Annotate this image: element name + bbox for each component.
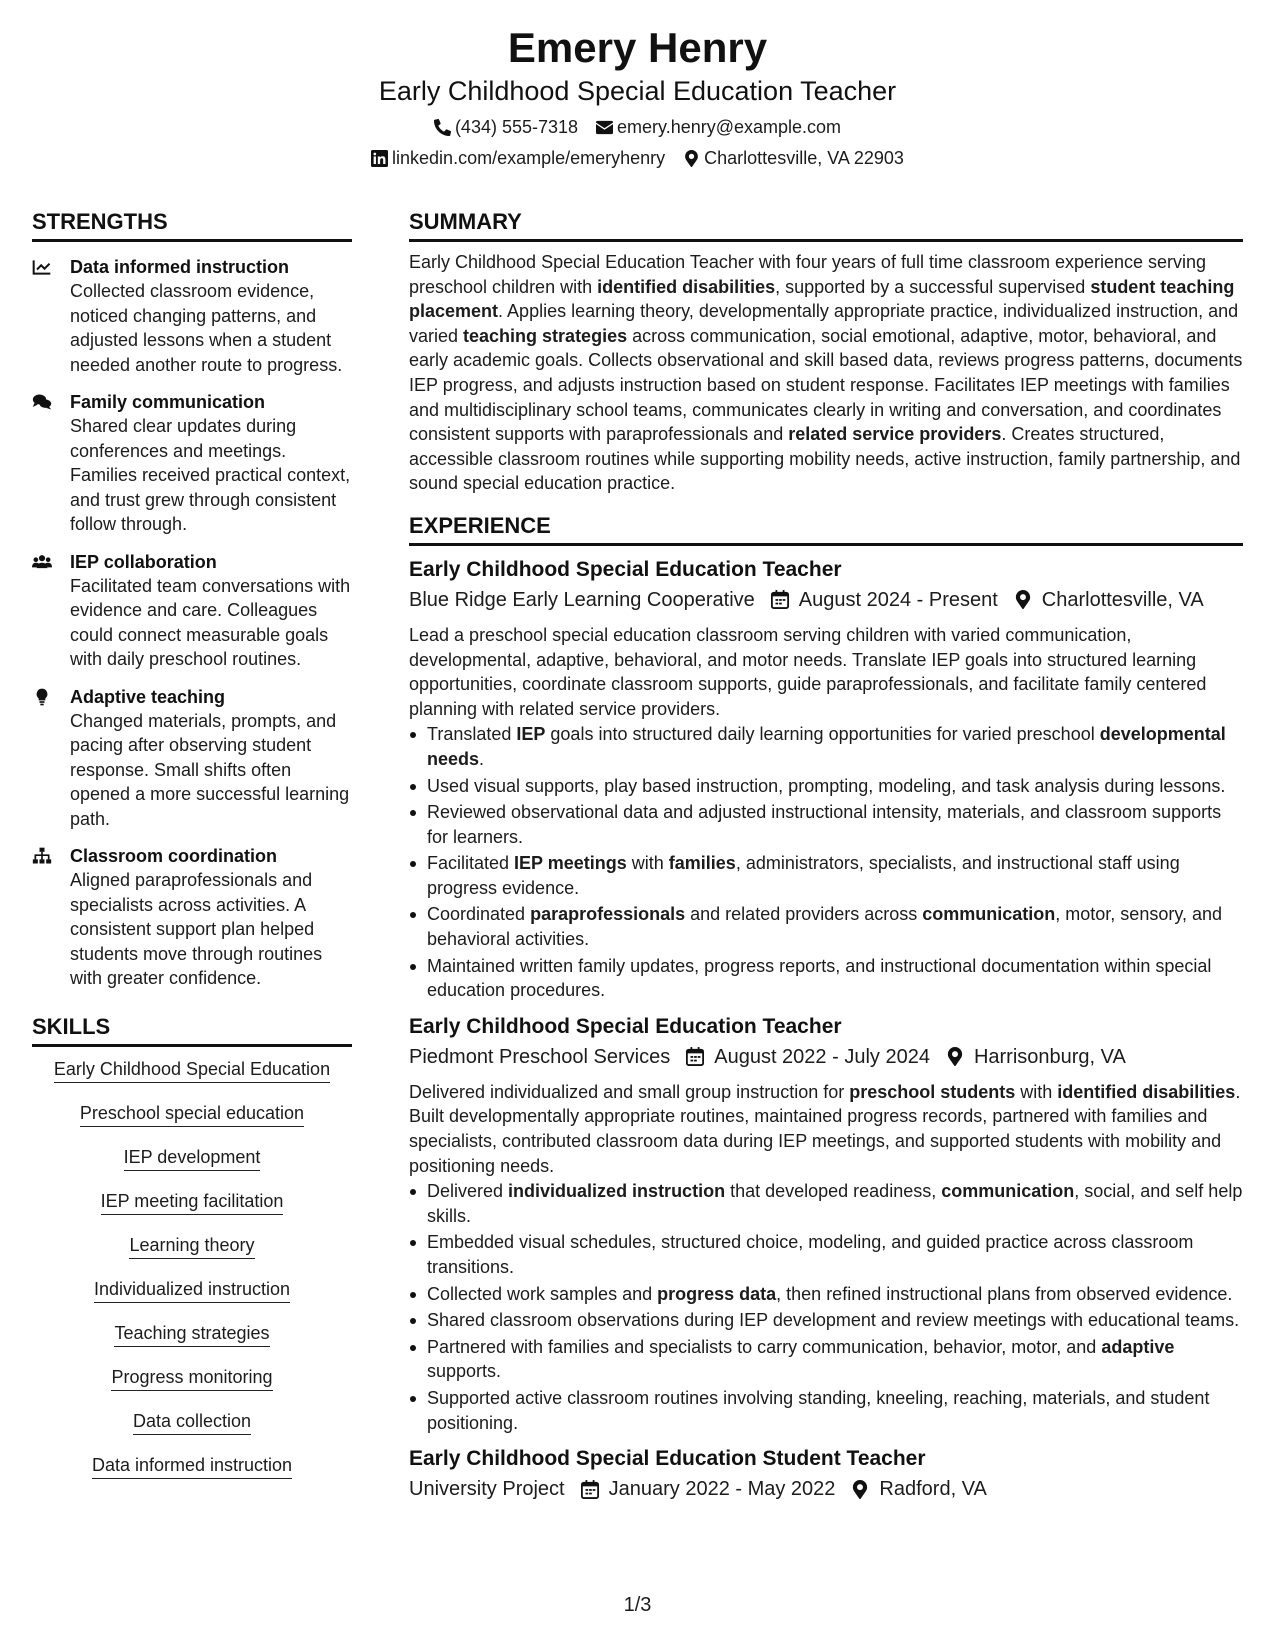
text-run: and related providers across xyxy=(685,904,923,925)
strength-title: IEP collaboration xyxy=(70,551,217,572)
strength-title: Data informed instruction xyxy=(70,257,290,277)
strength-title: Family communication xyxy=(70,392,266,412)
skill-tag: Individualized instruction xyxy=(94,1277,290,1303)
bold-text: developmental needs xyxy=(427,724,1226,769)
job-title: Early Childhood Special Education Teacher xyxy=(409,557,842,581)
skill-tag: IEP meeting facilitation xyxy=(101,1189,284,1215)
users-icon xyxy=(32,553,52,571)
bullet-item xyxy=(409,1308,1243,1333)
bullet-item xyxy=(409,954,1243,1003)
job-dates: August 2024 - Present xyxy=(798,588,998,611)
bold-text: identified disabilities xyxy=(597,276,776,297)
email-contact[interactable] xyxy=(596,115,841,139)
skill-tag: Data informed instruction xyxy=(92,1453,292,1479)
bullet-item xyxy=(409,1386,1243,1435)
job-entry xyxy=(409,1445,1243,1503)
text-run: Collected work samples and xyxy=(427,1283,658,1304)
sitemap-icon xyxy=(32,847,52,865)
job-title: Early Childhood Special Education Student Teacher xyxy=(409,1447,926,1471)
envelope-icon xyxy=(596,119,613,136)
bold-text: related service providers xyxy=(788,424,1002,445)
bullet-item xyxy=(409,902,1243,951)
text-run: Supported active classroom routines involving standing, kneeling, reaching, materials, and student positioning. xyxy=(427,1387,1210,1433)
text-run: that developed readiness, xyxy=(725,1181,942,1202)
summary-text xyxy=(409,250,1243,496)
skills-section xyxy=(32,1013,352,1497)
bullet-item xyxy=(409,1179,1243,1228)
text-run: Early Childhood Special Education Teacher with four years of full time classroom experience serving preschool children with xyxy=(409,252,1207,297)
text-run: Reviewed observational data and adjusted instructional intensity, materials, and classroom supports for learners. xyxy=(427,802,1222,847)
strength-desc: Facilitated team conversations with evidence and care. Colleagues could connect measurable goals with daily preschool routines. xyxy=(70,575,351,669)
experience-heading: EXPERIENCE xyxy=(409,512,1243,546)
right-column xyxy=(409,208,1243,1503)
phone-text: (434) 555-7318 xyxy=(454,117,579,137)
bullet-item xyxy=(409,851,1243,900)
text-run: , administrators, specialists, and instructional staff using progress evidence. xyxy=(427,853,1180,898)
bold-text: progress data xyxy=(657,1283,777,1304)
strength-item xyxy=(32,255,352,377)
page-number: 1/3 xyxy=(623,1594,652,1616)
text-run: across communication, social emotional, adaptive, motor, behavioral, and early academic goals. Collects observational and skill based data, reviews progress patterns, documents IEP progress, and adjusts instruction based on student response. Facilitates IEP meetings with families and multidisciplinary school teams, communicates clearly in writing and conversation, and coordinates consistent supports with paraprofessionals and xyxy=(409,325,1243,445)
bold-text: families xyxy=(668,853,736,874)
linkedin-text: linkedin.com/example/emeryhenry xyxy=(392,148,666,168)
job-dates: August 2022 - July 2024 xyxy=(714,1045,930,1068)
strength-item xyxy=(32,550,352,672)
text-run: Delivered xyxy=(427,1181,509,1202)
strength-title: Adaptive teaching xyxy=(70,686,226,707)
text-run: Maintained written family updates, progress reports, and instructional documentation within special education procedures. xyxy=(427,955,1212,1001)
strength-desc: Aligned paraprofessionals and specialists across activities. A consistent support plan helped students move through routines with greater confidence. xyxy=(70,870,323,988)
text-run: , social, and self help skills. xyxy=(427,1181,1243,1226)
bold-text: IEP meetings xyxy=(514,853,627,874)
strength-desc: Collected classroom evidence, noticed changing patterns, and adjusted lessons when a student needed another route to progress. xyxy=(70,281,343,375)
experience-section xyxy=(409,512,1243,1503)
bullet-item xyxy=(409,722,1243,771)
text-run: Coordinated xyxy=(427,904,531,925)
text-run: Used visual supports, play based instruction, prompting, modeling, and task analysis during lessons. xyxy=(427,775,1226,796)
text-run: Translated xyxy=(427,724,517,745)
job-title: Early Childhood Special Education Teacher xyxy=(409,1014,842,1038)
text-run: supports. xyxy=(427,1361,502,1382)
location-text: Charlottesville, VA 22903 xyxy=(704,148,904,168)
contact-row-1 xyxy=(0,115,1275,139)
skill-tag: Preschool special education xyxy=(80,1101,304,1127)
calendar-icon xyxy=(771,590,789,609)
strength-item xyxy=(32,685,352,832)
text-run: . Built developmentally appropriate routines, maintained progress records, partnered with families and specialists, contributed classroom data during IEP meetings, and supported students with mobility and positioning needs. xyxy=(409,1081,1241,1176)
strength-desc: Changed materials, prompts, and pacing after observing student response. Small shifts often opened a more successful learning path. xyxy=(70,710,350,829)
bold-text: IEP xyxy=(516,724,546,745)
calendar-icon xyxy=(581,1480,599,1499)
skill-tag: Data collection xyxy=(133,1409,251,1435)
skill-tag: Early Childhood Special Education xyxy=(54,1057,330,1083)
text-run: . Applies learning theory, developmentally appropriate practice, individualized instruction, and varied xyxy=(409,301,1239,346)
text-run: Facilitated xyxy=(427,853,515,874)
text-run: Delivered individualized and small group instruction for xyxy=(409,1081,850,1102)
map-pin-icon xyxy=(851,1480,869,1499)
skill-tag: Teaching strategies xyxy=(114,1321,269,1347)
calendar-icon xyxy=(686,1047,704,1066)
job-entry xyxy=(409,556,1243,1003)
bold-text: adaptive xyxy=(1101,1336,1175,1357)
job-meta xyxy=(409,1475,1243,1503)
map-pin-icon xyxy=(946,1047,964,1066)
candidate-title: Early Childhood Special Education Teacher xyxy=(378,76,897,106)
skill-tag: Learning theory xyxy=(129,1233,254,1259)
strengths-heading: STRENGTHS xyxy=(32,208,352,242)
bullet-item xyxy=(409,1230,1243,1279)
company-name: Blue Ridge Early Learning Cooperative xyxy=(409,588,755,611)
map-pin-icon xyxy=(1014,590,1032,609)
bold-text: communication xyxy=(941,1181,1075,1202)
linkedin-contact[interactable] xyxy=(371,146,665,170)
left-column xyxy=(32,208,352,1497)
bold-text: student teaching placement xyxy=(409,276,1235,322)
bold-text: individualized instruction xyxy=(508,1181,726,1202)
job-bullets xyxy=(409,722,1243,1003)
phone-contact[interactable] xyxy=(434,115,578,139)
strength-item xyxy=(32,844,352,991)
bold-text: teaching strategies xyxy=(463,325,628,346)
skill-tag: Progress monitoring xyxy=(111,1365,272,1391)
strength-desc: Shared clear updates during conferences and meetings. Families received practical context, and trust grew through consistent follow through. xyxy=(70,416,351,534)
bullet-item xyxy=(409,1282,1243,1307)
job-location: Charlottesville, VA xyxy=(1041,588,1204,611)
email-text: emery.henry@example.com xyxy=(617,117,842,137)
lightbulb-icon xyxy=(32,688,52,706)
linkedin-icon xyxy=(371,150,388,167)
job-description xyxy=(409,1080,1243,1178)
resume-header xyxy=(0,22,1275,170)
job-description xyxy=(409,623,1243,721)
company-name: University Project xyxy=(409,1478,565,1501)
strengths-section xyxy=(32,208,352,991)
text-run: with xyxy=(626,853,669,874)
bullet-item xyxy=(409,800,1243,849)
summary-heading: SUMMARY xyxy=(409,208,1243,242)
strength-item xyxy=(32,390,352,537)
job-meta xyxy=(409,586,1243,614)
text-run: goals into structured daily learning opportunities for varied preschool xyxy=(545,724,1100,745)
bullet-item xyxy=(409,774,1243,799)
job-location: Harrisonburg, VA xyxy=(973,1045,1126,1068)
job-bullets xyxy=(409,1179,1243,1435)
company-name: Piedmont Preschool Services xyxy=(409,1045,671,1068)
text-run: , supported by a successful supervised xyxy=(775,276,1091,297)
summary-section xyxy=(409,208,1243,496)
candidate-name: Emery Henry xyxy=(507,24,768,71)
contact-row-2 xyxy=(0,146,1275,170)
location-contact xyxy=(683,146,904,170)
text-run: Shared classroom observations during IEP development and review meetings with educational teams. xyxy=(427,1310,1240,1331)
map-pin-icon xyxy=(683,150,700,167)
text-run: , motor, sensory, and behavioral activities. xyxy=(427,904,1223,950)
text-run: Partnered with families and specialists to carry communication, behavior, motor, and xyxy=(427,1336,1102,1357)
bold-text: communication xyxy=(922,904,1056,925)
phone-icon xyxy=(434,119,451,136)
skills-heading: SKILLS xyxy=(32,1013,352,1047)
chart-line-icon xyxy=(32,258,52,276)
job-entry xyxy=(409,1013,1243,1435)
job-meta xyxy=(409,1043,1243,1071)
job-dates: January 2022 - May 2022 xyxy=(608,1478,836,1501)
comments-icon xyxy=(32,393,52,411)
bullet-item xyxy=(409,1335,1243,1384)
job-location: Radford, VA xyxy=(879,1478,987,1501)
text-run: Embedded visual schedules, structured choice, modeling, and guided practice across classroom transitions. xyxy=(427,1232,1194,1277)
bold-text: paraprofessionals xyxy=(530,904,686,925)
bold-text: preschool students xyxy=(849,1081,1016,1102)
text-run: . xyxy=(479,748,485,769)
text-run: Lead a preschool special education classroom serving children with varied communication, developmental, adaptive, behavioral, and motor needs. Translate IEP goals into structured learning opportunities, coordinate classroom supports, guide paraprofessionals, and facilitate family centered planning with related service providers. xyxy=(409,624,1207,719)
text-run: . Creates structured, accessible classroom routines while supporting mobility needs, active instruction, family partnership, and sound special education practice. xyxy=(409,424,1241,494)
bold-text: identified disabilities xyxy=(1057,1081,1236,1102)
text-run: , then refined instructional plans from observed evidence. xyxy=(776,1283,1233,1304)
skill-tag: IEP development xyxy=(124,1145,261,1171)
skills-list xyxy=(32,1057,352,1497)
strength-title: Classroom coordination xyxy=(70,846,278,866)
text-run: with xyxy=(1015,1081,1058,1102)
